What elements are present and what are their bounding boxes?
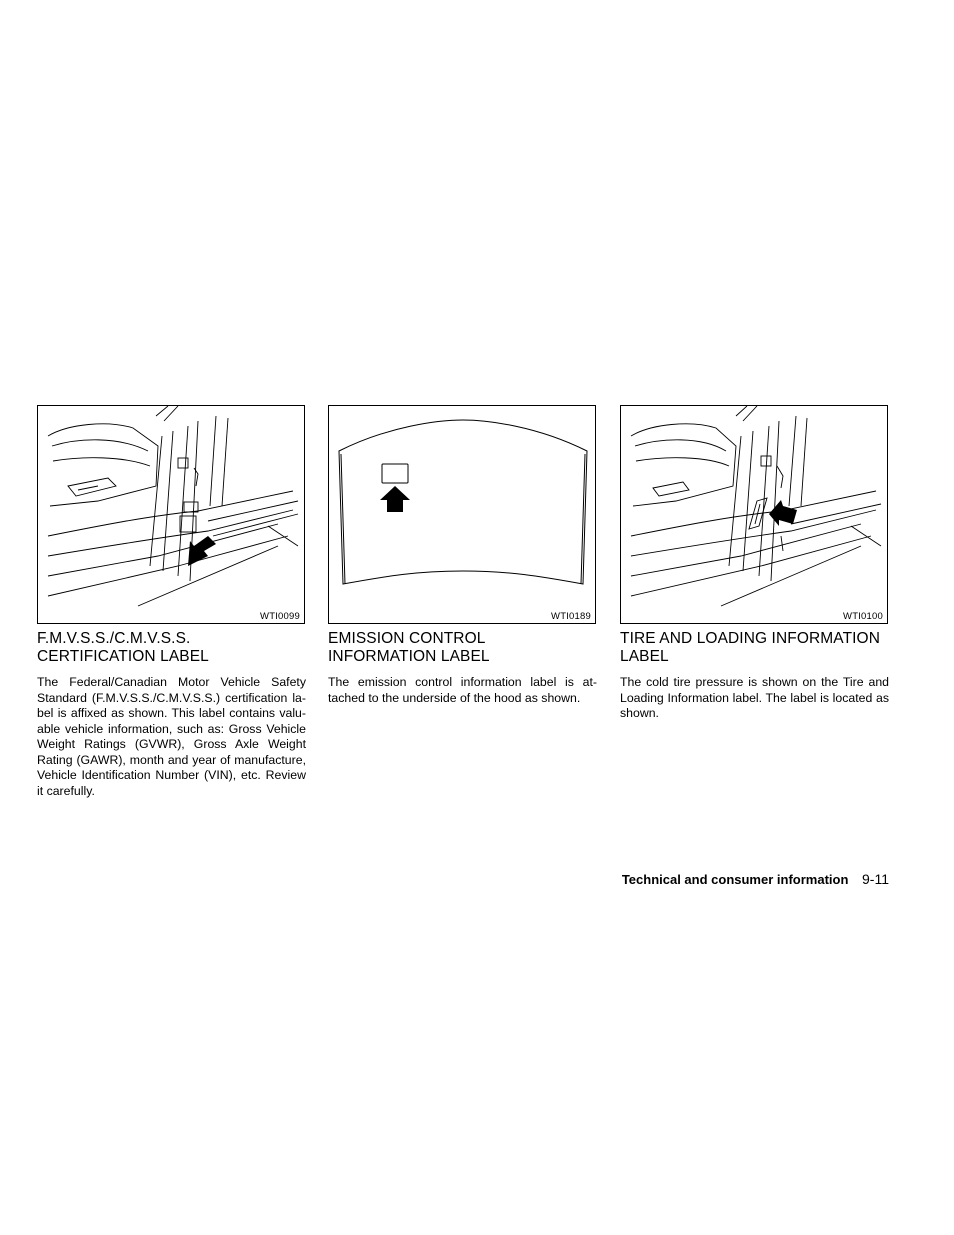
heading-line-2: CERTIFICATION LABEL [37, 648, 209, 665]
heading-line-2: LABEL [620, 648, 669, 665]
section-tire-loading-label [620, 405, 890, 722]
page-number: 9-11 [862, 871, 889, 887]
hood-drawing [329, 406, 596, 624]
heading-line-1: TIRE AND LOADING INFORMATION [620, 630, 881, 647]
door-pillar-tire-illustration [620, 405, 888, 624]
figure-code: WTI0099 [260, 611, 300, 622]
figure-code: WTI0189 [551, 611, 591, 622]
section-emission-label [328, 405, 598, 706]
section-body: The emission control information label is at-tached to the underside of the hood as shown. [328, 675, 597, 705]
heading-line-2: INFORMATION LABEL [328, 648, 490, 665]
section-heading [328, 630, 598, 666]
section-heading [620, 630, 890, 666]
page-footer [622, 871, 889, 887]
section-certification-label [37, 405, 307, 799]
door-pillar-tire-drawing [621, 406, 888, 624]
hood-illustration [328, 405, 596, 624]
footer-section-title: Technical and consumer information [621, 872, 849, 887]
section-body: The Federal/Canadian Motor Vehicle Safety Standard (F.M.V.S.S./C.M.V.S.S.) certification la-bel is affixed as shown. This label contains valu-able vehicle information, such as: Gross Vehicle Weight Ratings (GVWR), Gross Axle Weight Rating (GAWR), month and year of manufacture, Vehicle Identification Number (VIN), etc. Review it carefully. [37, 675, 306, 798]
section-body: The cold tire pressure is shown on the Tire and Loading Information label. The label is located as shown. [620, 675, 889, 720]
door-pillar-illustration [37, 405, 305, 624]
figure-code: WTI0100 [843, 611, 883, 622]
heading-line-1: EMISSION CONTROL [328, 630, 486, 647]
heading-line-1: F.M.V.S.S./C.M.V.S.S. [37, 630, 191, 647]
section-heading [37, 630, 307, 666]
door-pillar-drawing [38, 406, 305, 624]
